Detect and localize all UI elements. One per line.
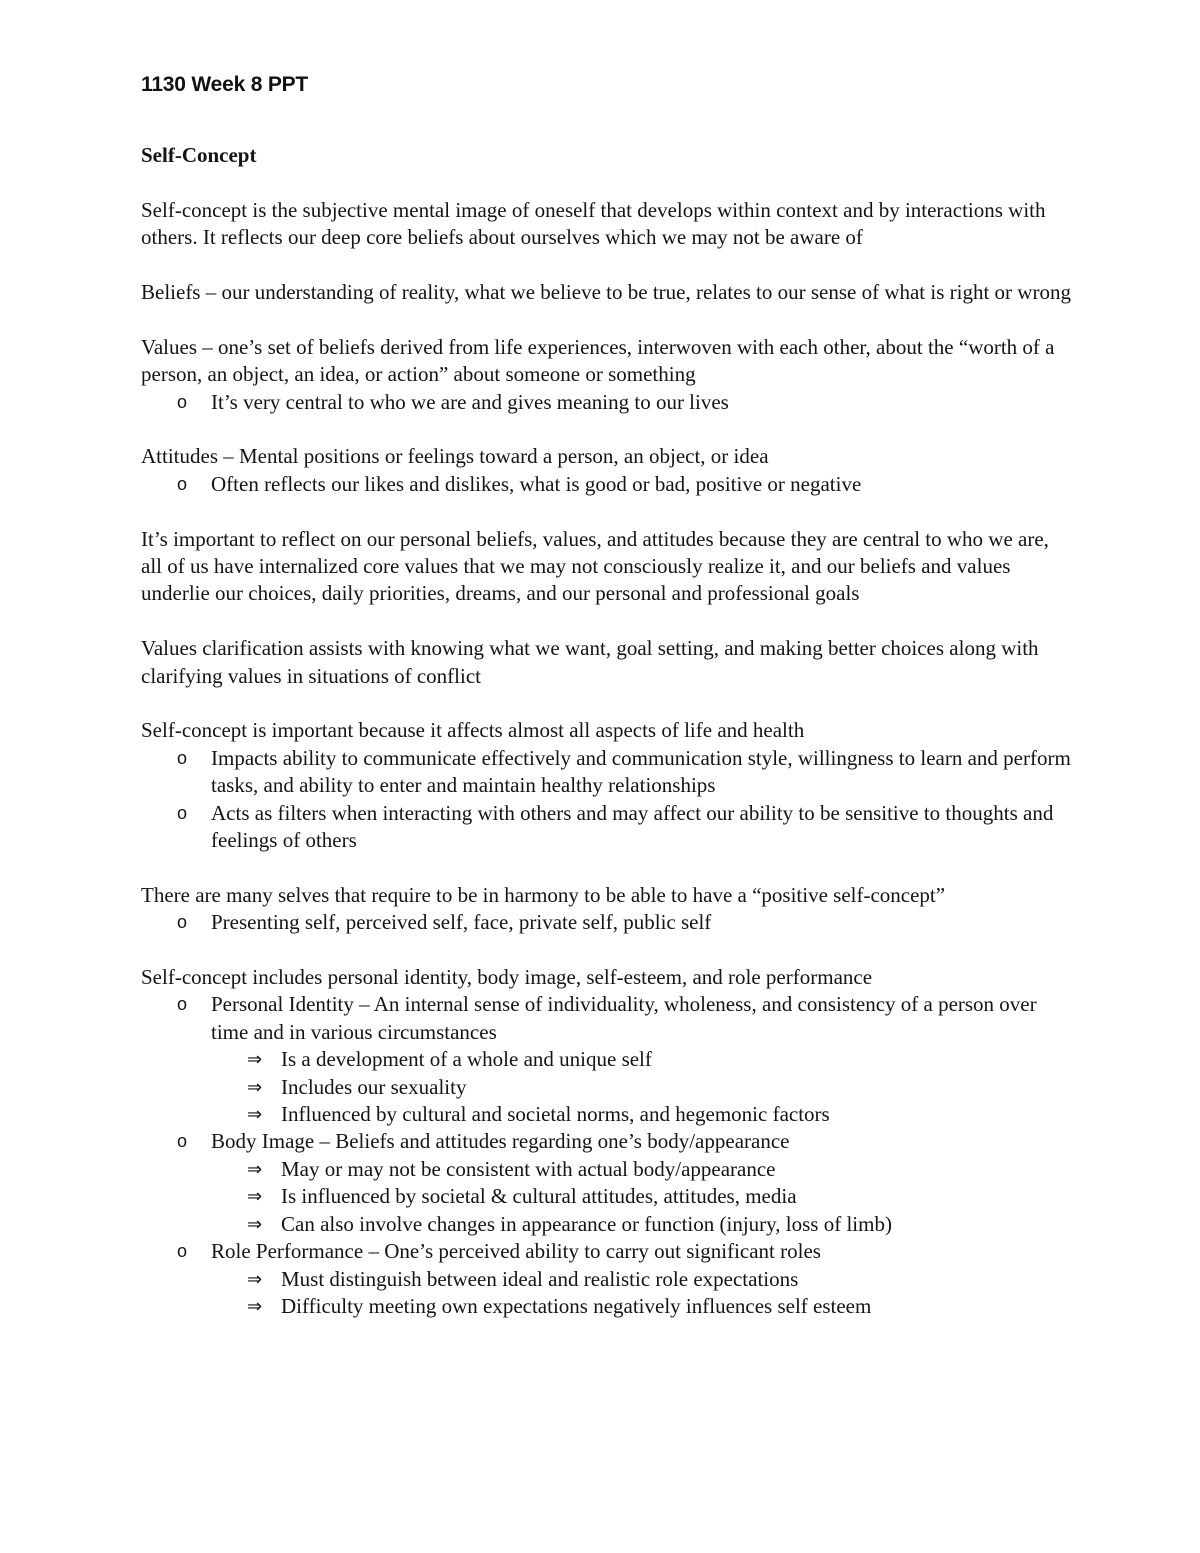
- body-image-sublist: [211, 1156, 1071, 1238]
- paragraph-self-concept-components: Self-concept includes personal identity, body image, self-esteem, and role performance: [141, 965, 873, 990]
- arrow-bullet-icon: ⇒: [247, 1049, 263, 1071]
- arrow-bullet-icon: ⇒: [247, 1186, 263, 1208]
- personal-identity-sublist: [211, 1046, 1071, 1128]
- bullet-marker: o: [177, 802, 188, 823]
- sub-list-item: [211, 1046, 1071, 1073]
- list-item-personal-identity: [141, 991, 1071, 1128]
- attitudes-bullet-list: [141, 471, 1071, 498]
- importance-block: [141, 717, 1071, 854]
- list-item-body-image: [141, 1128, 1071, 1238]
- paragraph-reflection-importance: It’s important to reflect on our personal beliefs, values, and attitudes because they are central to who we are, all of us have internalized core values that we may not consciously realize it, and our beliefs and values underlie our choices, daily priorities, dreams, and our personal and professional goals: [141, 526, 1049, 606]
- list-item-text: Often reflects our likes and dislikes, what is good or bad, positive or negative: [211, 471, 862, 496]
- sub-list-item-text: Is a development of a whole and unique self: [281, 1047, 652, 1072]
- arrow-bullet-icon: ⇒: [247, 1295, 263, 1317]
- section-heading: Self-Concept: [141, 143, 257, 167]
- document-body: [141, 142, 1071, 1348]
- arrow-bullet-icon: ⇒: [247, 1268, 263, 1290]
- list-item-text: It’s very central to who we are and gives meaning to our lives: [211, 389, 729, 414]
- sub-list-item: [211, 1156, 1071, 1183]
- selves-bullet-list: [141, 909, 1071, 936]
- list-item-text: Presenting self, perceived self, face, private self, public self: [211, 910, 712, 935]
- bullet-marker: o: [177, 1241, 188, 1262]
- values-bullet-list: [141, 389, 1071, 416]
- sub-list-item-text: May or may not be consistent with actual body/appearance: [281, 1156, 776, 1181]
- importance-bullet-list: [141, 745, 1071, 855]
- bullet-marker: o: [177, 391, 188, 412]
- sub-list-item-text: Can also involve changes in appearance or function (injury, loss of limb): [281, 1211, 892, 1236]
- sub-list-item: [211, 1183, 1071, 1210]
- arrow-bullet-icon: ⇒: [247, 1104, 263, 1126]
- paragraph-self-concept-definition: Self-concept is the subjective mental image of oneself that develops within context and by interactions with others. It reflects our deep core beliefs about ourselves which we may not be aware of: [141, 197, 1046, 250]
- list-item-text: Acts as filters when interacting with others and may affect our ability to be sensitive to thoughts and feelings of others: [211, 800, 1054, 853]
- list-item: [141, 800, 1071, 855]
- selves-block: [141, 882, 1071, 937]
- role-performance-sublist: [211, 1266, 1071, 1321]
- paragraph-many-selves: There are many selves that require to be in harmony to be able to have a “positive self-concept”: [141, 882, 946, 907]
- paragraph-attitudes: Attitudes – Mental positions or feelings toward a person, an object, or idea: [141, 444, 769, 469]
- list-item-text: Role Performance – One’s perceived ability to carry out significant roles: [211, 1239, 821, 1264]
- list-item-text: Impacts ability to communicate effectively and communication style, willingness to learn and perform tasks, and ability to enter and maintain healthy relationships: [211, 745, 1071, 798]
- attitudes-block: [141, 443, 1071, 498]
- list-item-text: Personal Identity – An internal sense of individuality, wholeness, and consistency of a person over time and in various circumstances: [211, 992, 1037, 1044]
- sub-list-item: [211, 1293, 1071, 1320]
- sub-list-item-text: Difficulty meeting own expectations negatively influences self esteem: [281, 1293, 872, 1318]
- paragraph-values-clarification: Values clarification assists with knowing what we want, goal setting, and making better choices along with clarifying values in situations of conflict: [141, 636, 1039, 688]
- list-item: [141, 745, 1071, 800]
- values-block: [141, 334, 1071, 416]
- arrow-bullet-icon: ⇒: [247, 1076, 263, 1098]
- sub-list-item: [211, 1266, 1071, 1293]
- paragraph-self-concept-importance: Self-concept is important because it affects almost all aspects of life and health: [141, 718, 805, 743]
- sub-list-item-text: Includes our sexuality: [281, 1074, 467, 1099]
- bullet-marker: o: [177, 473, 188, 494]
- bullet-marker: o: [177, 747, 188, 768]
- sub-list-item: [211, 1211, 1071, 1238]
- list-item: [141, 471, 1071, 498]
- sub-list-item-text: Is influenced by societal & cultural attitudes, attitudes, media: [281, 1184, 797, 1209]
- sub-list-item-text: Must distinguish between ideal and realistic role expectations: [281, 1266, 799, 1291]
- list-item-role-performance: [141, 1238, 1071, 1320]
- document-title: 1130 Week 8 PPT: [141, 73, 309, 96]
- paragraph-values: Values – one’s set of beliefs derived from life experiences, interwoven with each other, about the “worth of a person, an object, an idea, or action” about someone or something: [141, 334, 1055, 387]
- components-bullet-list: [141, 991, 1071, 1320]
- bullet-marker: o: [177, 1131, 188, 1152]
- components-block: [141, 964, 1071, 1320]
- list-item-text: Body Image – Beliefs and attitudes regarding one’s body/appearance: [211, 1129, 790, 1154]
- sub-list-item: [211, 1074, 1071, 1101]
- list-item: [141, 389, 1071, 416]
- arrow-bullet-icon: ⇒: [247, 1213, 263, 1235]
- sub-list-item-text: Influenced by cultural and societal norms, and hegemonic factors: [281, 1102, 830, 1127]
- bullet-marker: o: [177, 994, 188, 1015]
- arrow-bullet-icon: ⇒: [247, 1158, 263, 1180]
- paragraph-beliefs: Beliefs – our understanding of reality, what we believe to be true, relates to our sense of what is right or wrong: [141, 280, 1071, 304]
- bullet-marker: o: [177, 912, 188, 933]
- list-item: [141, 909, 1071, 936]
- sub-list-item: [211, 1101, 1071, 1128]
